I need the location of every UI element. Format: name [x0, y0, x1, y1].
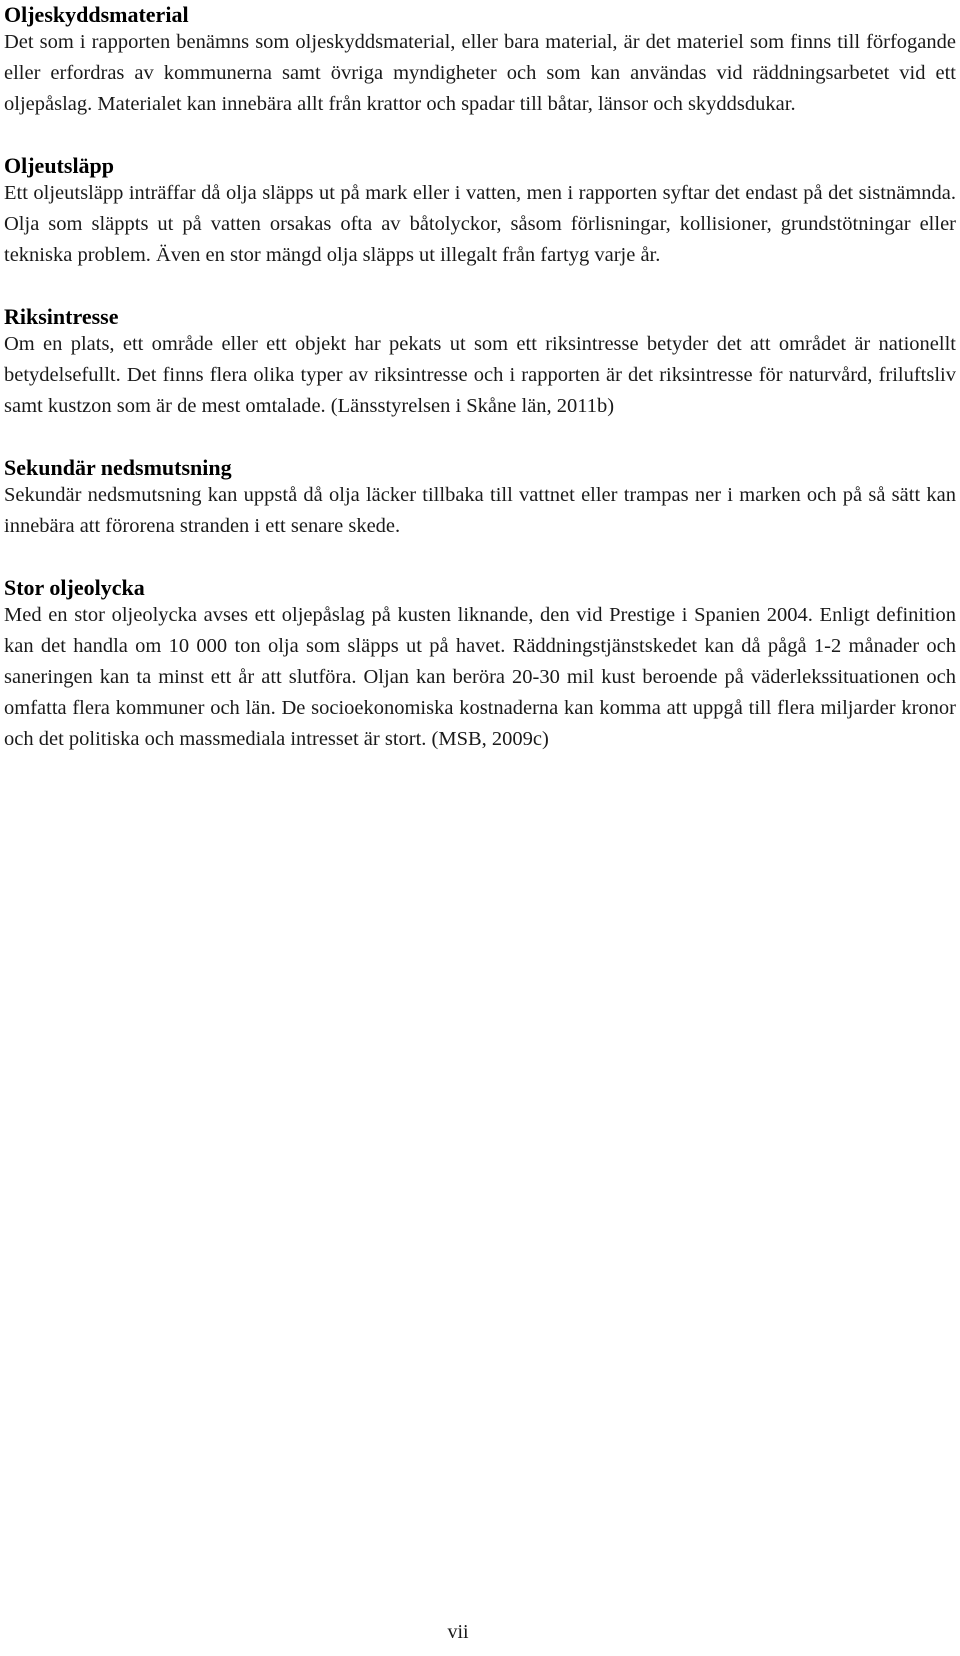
page-number: vii [447, 1621, 469, 1643]
section-sekundar-nedsmutsning [4, 453, 956, 542]
section-paragraph: Det som i rapporten benämns som oljeskyddsmaterial, eller bara material, är det materiel som finns till förfogande eller erfordras av kommunerna samt övriga myndigheter och som kan användas vid räddningsarbetet vid ett oljepåslag. Materialet kan innebära allt från krattor och spadar till båtar, länsor och skyddsdukar. [4, 31, 956, 115]
section-heading: Riksintresse [4, 304, 119, 329]
section-oljeskyddsmaterial [4, 0, 956, 120]
document-page [4, 0, 956, 755]
section-paragraph: Ett oljeutsläpp inträffar då olja släpps ut på mark eller i vatten, men i rapporten syftar det endast på det sistnämnda. Olja som släppts ut på vatten orsakas ofta av båtolyckor, såsom förlisningar, kollisioner, grundstötningar eller tekniska problem. Även en stor mängd olja släpps ut illegalt från fartyg varje år. [4, 182, 956, 266]
section-stor-oljeolycka [4, 573, 956, 755]
section-paragraph: Om en plats, ett område eller ett objekt har pekats ut som ett riksintresse betyder det att området är nationellt betydelsefullt. Det finns flera olika typer av riksintresse och i rapporten är det riksintresse för naturvård, friluftsliv samt kustzon som är de mest omtalade. (Länsstyrelsen i Skåne län, 2011b) [4, 333, 956, 417]
section-heading: Stor oljeolycka [4, 575, 145, 600]
section-paragraph: Sekundär nedsmutsning kan uppstå då olja läcker tillbaka till vattnet eller trampas ner i marken och på så sätt kan innebära att förorena stranden i ett senare skede. [4, 484, 956, 537]
section-oljeutslapp [4, 151, 956, 271]
section-heading: Oljeskyddsmaterial [4, 2, 189, 27]
section-paragraph: Med en stor oljeolycka avses ett oljepåslag på kusten liknande, den vid Prestige i Spanien 2004. Enligt definition kan det handla om 10 000 ton olja som släpps ut på havet. Räddningstjänstskedet kan då pågå 1-2 månader och saneringen kan ta minst ett år att slutföra. Oljan kan beröra 20-30 mil kust beroende på väderlekssituationen och omfatta flera kommuner och län. De socioekonomiska kostnaderna kan komma att uppgå till flera miljarder kronor och det politiska och massmediala intresset är stort. (MSB, 2009c) [4, 604, 956, 750]
section-riksintresse [4, 302, 956, 422]
section-heading: Oljeutsläpp [4, 153, 115, 178]
section-heading: Sekundär nedsmutsning [4, 455, 232, 480]
